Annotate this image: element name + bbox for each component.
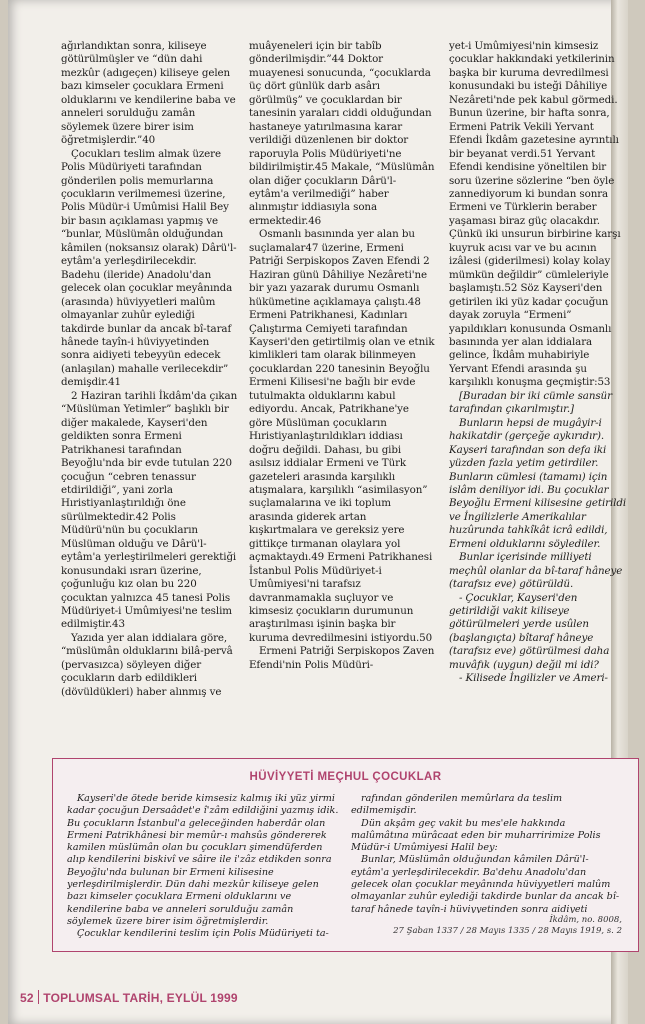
page-number: 52 (20, 991, 34, 1005)
box-paragraph: Dün akşâm geç vakit bu mes'ele hakkında malûmâtına mürâcaat eden bir muharririmize Polis Müdür-i Umûmiyesi Halil bey: (351, 817, 601, 854)
interview-quote: Bunlar içerisinde milliyeti meçhûl olanlar da bî-taraf hâneye (tarafsız eve) götürüldü. (449, 551, 623, 591)
box-source (393, 915, 622, 937)
footer-divider (38, 990, 40, 1004)
paragraph: ağırlandıktan sonra, kiliseye götürülmüşler ve “dün dahi mezkûr (adıgeçen) kiliseye gelen bazı kimseler çocuklara Ermeni olduklarını ve kendilerine baba ve anneleri sorulduğu zamân söylemek üzere birer isim öğretmişlerdir.”40 (61, 40, 236, 147)
sidebar-box (52, 758, 639, 952)
interview-quote: Bunların hepsi de mugâyir-i hakikatdir (gerçeğe aykırıdır). Kayseri tarafından son defa iki yüzden fazla yetim getirdiler. Bunların cümlesi (tamamı) için islâm deniliyor idi. Bu çocuklar Beyoğlu Ermeni kilisesine getirildi ve İngilizlerle Amerikalılar huzûrunda tahkîkât icrâ edildi, Ermeni olduklarını söylediler. (449, 416, 627, 550)
article-column-1 (61, 40, 238, 752)
box-paragraph: Çocuklar kendilerini teslim için Polis Müdüriyeti ta- (77, 928, 329, 940)
paragraph: Osmanlı basınında yer alan bu suçlamalar47 üzerine, Ermeni Patriği Serpiskopos Zaven Efendi 2 Haziran günü Dâhiliye Nezâreti'ne bir yazı yazarak durumu Osmanlı hükümetine açıklamaya çalıştı.48 Ermeni Patrikhanesi, Kadınları Çalıştırma Cemiyeti tarafından Kayseri'den getirtilmiş olan ve etnik kimlikleri tam olarak bilinmeyen çocuklardan 220 tanesinin Beyoğlu Ermeni Kilisesi'ne bağlı bir evde tutulmakta olduklarını kabul ediyordu. Ancak, Patrikhane'ye göre Müslüman çocukların Hıristiyanlaştırıldıkları iddiası doğru değildi. Dahası, bu gibi asılsız iddialar Ermeni ve Türk gazeteleri arasında karşılıklı atışmalara, karşılıklı “asimilasyon” suçlamalarına ve iki toplum arasında giderek artan kışkırtmalara ve gereksiz yere gittikçe tırmanan olaylara yol açmaktaydı.49 Ermeni Patrikhanesi İstanbul Polis Müdüriyet-i Umûmiyesi'ni tarafsız davranmamakla suçluyor ve kimsesiz çocukların durumunun araştırılması işinin başka bir kuruma devredilmesini istiyordu.50 (249, 228, 435, 644)
box-column-2 (351, 793, 626, 913)
paragraph: Çocukları teslim almak üzere Polis Müdüriyeti tarafından gönderilen polis memurlarına çocukların verilmemesi üzerine, Polis Müdür-i Umûmisi Halil Bey bir basın açıklaması yapmış ve “bunlar, Müslümân olduğundan kâmilen (noksansız olarak) Dârü'l-eytâm'a yerleşdirilecekdir. Badehu (ileride) Anadolu'dan gelecek olan çocuklar meyânında (arasında) hüviyyetleri malûm olmayanlar zuhûr eylediği takdirde bunlar da ancak bî-taraf hânede tayîn-i hüviyyetinden sonra aidiyeti tebeyyün edecek (anlaşılan) mahalle verilecekdir” demişdir.41 (61, 147, 237, 389)
paragraph: yet-i Umûmiyesi'nin kimsesiz çocuklar hakkındaki yetkilerinin başka bir kuruma devredilmesi konusundaki bu isteği Dâhiliye Nezâreti'nde pek kabul görmedi. Bunun üzerine, bir hafta sonra, Ermeni Patrik Vekili Yervant Efendi İkdâm gazetesine ayrıntılı bir beyanat verdi.51 Yervant Efendi kendisine yöneltilen bir soru üzerine sözlerine “ben öyle zannediyorum ki bundan sonra Ermeni ve Türklerin beraber yaşaması biraz güç olacakdır. Çünkü iki unsurun birbirine karşı kuyruk acısı var ve bu acının izâlesi (giderilmesi) kolay kolay mümkün değildir” cümleleriyle başlamıştı.52 Söz Kayseri'den getirilen iki yüz kadar çocuğun dayak zoruyla “Ermeni” yapıldıkları konusunda Osmanlı basınında yer alan iddialara gelince, İkdâm muhabiriyle Yervant Efendi arasında şu karşılıklı konuşma geçmiştir:53 (449, 40, 621, 389)
magazine-page (8, 0, 628, 1024)
magazine-title: TOPLUMSAL TARİH, EYLÜL 1999 (43, 991, 238, 1005)
paragraph: Ermeni Patriği Serpiskopos Zaven Efendi'nin Polis Müdüri- (249, 645, 435, 671)
source-reference: İkdâm, no. 8008, (549, 915, 622, 925)
interview-quote: - Kilisede İngilizler ve Ameri- (459, 672, 608, 685)
article-column-2 (249, 40, 435, 752)
box-paragraph: Kayseri'de ötede beride kimsesiz kalmış iki yüz yirmi kadar çocuğun Dersaâdet'e î'zâm edildiğini yazmış idik. Bu çocukların İstanbul'a geleceğinden haberdâr olan Ermeni Patrikhânesi bir memûr-ı mahsûs göndererek kamilen müslümân olan bu çocukları şimendüferden alıp kendilerini biskivî ve sâire ile i'zâz etdikden sonra Beyoğlu'nda bulunan bir Ermeni kilisesine yerleşdirilmişlerdir. Dün dahi mezkûr kiliseye gelen bazı kimseler çocuklara Ermeni olduklarını ve kendilerine baba ve anneleri sorulduğu zamân söylemek üzere birer isim öğretmişlerdir. (67, 793, 339, 927)
interview-quote: - Çocuklar, Kayseri'den getirildiği vakit kiliseye götürülmeleri yerde usûlen (başlangıçta) bîtaraf hâneye (tarafsız eve) götürülmesi daha muvâfık (uygun) değil mi idi? (449, 591, 610, 671)
box-column-1 (67, 793, 339, 943)
box-paragraph: rafından gönderilen memûrlara da teslim edilmemişdir. (351, 793, 563, 817)
paragraph: 2 Haziran tarihli İkdâm'da çıkan “Müslüman Yetimler” başlıklı bir diğer makalede, Kayseri'den geldikten sonra Ermeni Patrikhanesi tarafından Beyoğlu'nda bir evde tutulan 220 çocuğun “cebren tenassur etdirildiği”, yani zorla Hıristiyanlaştırıldığı öne sürülmektedir.42 Polis Müdürü'nün bu çocukların Müslüman olduğu ve Dârü'l-eytâm'a yerleştirilmeleri gerektiği konusundaki ısrarı üzerine, çoğunluğu kız olan bu 220 çocuktan yalnızca 45 tanesi Polis Müdüriyet-i Umûmiyesi'ne teslim edilmiştir.43 (61, 389, 238, 631)
page-footer (20, 990, 238, 1005)
source-date: 27 Şaban 1337 / 28 Mayıs 1335 / 28 Mayıs 1919, s. 2 (393, 926, 622, 936)
article-column-3 (449, 40, 627, 752)
paragraph: muâyeneleri için bir tabîb gönderilmişdir.”44 Doktor muayenesi sonucunda, “çocuklarda üç dört günlük darb asârı görülmüş” ve çocuklardan bir tanesinin yaraları ciddi olduğundan hastaneye yatırılmasına karar verildiği düzenlenen bir doktor raporuyla Polis Müdüriyeti'ne bildirilmiştir.45 Makale, “Müslümân olan diğer çocukların Dârü'l-eytâm'a verilmediği” haber alınmıştır iddiasıyla sona ermektedir.46 (249, 40, 435, 227)
box-title: HÜVİYYETİ MEÇHUL ÇOCUKLAR (249, 771, 442, 783)
paragraph: Yazıda yer alan iddialara göre, “müslümân olduklarını bilâ-pervâ (pervasızca) söyleyen diğer çocukların darb edildikleri (dövüldükleri) haber alınmış ve (61, 631, 233, 698)
censorship-note: [Buradan bir iki cümle sansür tarafından çıkarılmıştır.] (449, 389, 612, 416)
box-paragraph: Bunlar, Müslümân olduğundan kâmilen Dârü'l-eytâm'a yerleşdirilecekdir. Ba'dehu Anadolu'dan gelecek olan çocuklar meyânında hüviyyetleri malûm olmayanlar zuhûr eylediği takdirde bunlar da ancak bî-taraf hânede tayîn-i hüviyyetinden sonra aidiyeti (351, 854, 620, 913)
